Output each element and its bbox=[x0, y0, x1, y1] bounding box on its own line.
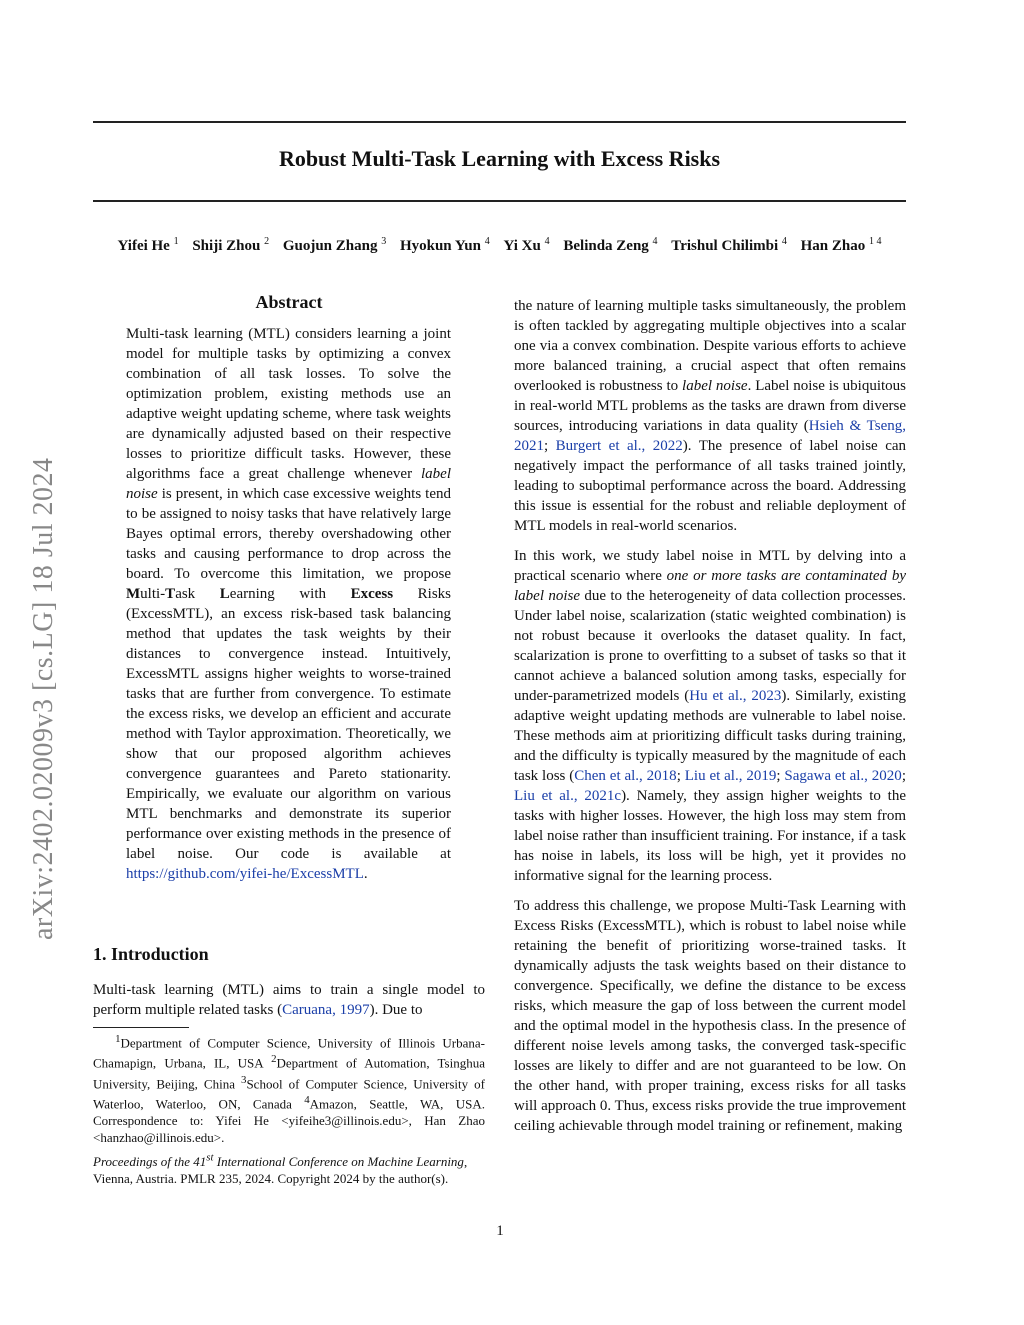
intro-paragraph: Multi-task learning (MTL) aims to train a single model to perform multiple related tasks (Caruana, 1997). Due to bbox=[93, 982, 485, 1018]
author-list bbox=[93, 236, 906, 255]
paragraph: the nature of learning multiple tasks simultaneously, the problem is often tackled by aggregating multiple objectives into a scalar one via a convex combination. Despite various efforts to achieve more balanced training, a crucial aspect that often remains overlooked is robustness to label noise. Label noise is ubiquitous in real-world MTL problems as the tasks are drawn from diverse sources, introducing variations in data quality (Hsieh & Tseng, 2021; Burgert et al., 2022). The presence of label noise can negatively impact the performance of all tasks trained jointly, leading to suboptimal performance across the board. Addressing this issue is essential for the robust and reliable deployment of MTL models in real-world scenarios. bbox=[514, 298, 907, 534]
arxiv-identifier: arXiv:2402.02009v3 [cs.LG] 18 Jul 2024 bbox=[28, 457, 59, 940]
footnote-rule bbox=[93, 1027, 189, 1028]
right-column bbox=[514, 296, 906, 1146]
citation-link[interactable]: Liu et al., 2021c bbox=[514, 788, 622, 804]
citation-link[interactable]: Sagawa et al., 2020 bbox=[784, 768, 902, 784]
author: Belinda Zeng $^4$ bbox=[563, 236, 658, 254]
abstract-heading: Abstract bbox=[255, 292, 323, 312]
paragraph: In this work, we study label noise in MTL by delving into a practical scenario where one or more tasks are contaminated by label noise due to the heterogeneity of data collection processes. Under label noise, scalarization (static weighted combination) is not robust because it overlooks the dataset quality. In fact, scalarization is prone to overfitting to a subset of tasks so that it cannot achieve a balanced solution among tasks, especially for under-parametrized models (Hu et al., 2023). Similarly, existing adaptive weight updating methods are vulnerable to label noise. These methods aim at prioritizing difficult tasks during training, and the difficulty is typically measured by the magnitude of each task loss (Chen et al., 2018; Liu et al., 2019; Sagawa et al., 2020; Liu et al., 2021c). Namely, they assign higher weights to the tasks with higher losses. However, the high loss may stem from label noise rather than insufficient training. For instance, if a task has noise in labels, its loss will be high, yet it provides no informative signal for the learning process. bbox=[514, 548, 906, 884]
citation-link[interactable]: Hu et al., 2023 bbox=[689, 688, 782, 704]
author: Trishul Chilimbi $^4$ bbox=[671, 236, 787, 254]
proceedings-note: Proceedings of the 41st International Conference on Machine Learning, Vienna, Austria. PMLR 235, 2024. Copyright 2024 by the author(s). bbox=[93, 1152, 468, 1187]
author: Han Zhao $^{1 4}$ bbox=[800, 236, 882, 254]
citation-link[interactable]: Chen et al., 2018 bbox=[574, 768, 677, 784]
citation-link[interactable]: Caruana, 1997 bbox=[282, 1002, 370, 1018]
page-number: 1 bbox=[496, 1223, 504, 1239]
code-link[interactable]: https://github.com/yifei-he/ExcessMTL bbox=[126, 866, 364, 882]
paper-title: Robust Multi-Task Learning with Excess Risks bbox=[278, 146, 721, 171]
author: Yi Xu $^4$ bbox=[503, 236, 550, 254]
author: Hyokun Yun $^4$ bbox=[399, 236, 490, 254]
citation-link[interactable]: Burgert et al., 2022 bbox=[555, 438, 683, 454]
citation-link[interactable]: Liu et al., 2019 bbox=[684, 768, 777, 784]
title-bottom-rule bbox=[93, 200, 906, 202]
section-heading-introduction: 1. Introduction bbox=[93, 944, 209, 964]
paragraph: To address this challenge, we propose Multi-Task Learning with Excess Risks (ExcessMTL), which is robust to label noise while retaining the benefit of prioritizing worse-trained tasks. It dynamically adjusts the task weights based on their distance to convergence. Specifically, we define the distance to be excess risks, which measure the gap of loss between the current model and the optimal model in the hypothesis class. In the presence of different noise levels among tasks, the converged task-specific losses are likely to differ and are not guaranteed to be low. On the other hand, with proper training, excess risks for all tasks will approach 0. Thus, excess risks provide the true improvement ceiling achievable through model training or refinement, making bbox=[514, 898, 906, 1134]
author: Guojun Zhang $^3$ bbox=[282, 236, 387, 254]
title-top-rule bbox=[93, 121, 906, 123]
citation-link[interactable]: Hsieh & Tseng, 2021 bbox=[514, 418, 906, 454]
affiliation-footnote: $^1$Department of Computer Science, University of Illinois Urbana-Chamapign, Urbana, IL, USA $^2$Department of Automation, Tsinghua University, Beijing, China $^3$School of Computer Science, University of Waterloo, Waterloo, ON, Canada $^4$Amazon, Seattle, WA, USA. Correspondence to: Yifei He <yifeihe3@illinois.edu>, Han Zhao <hanzhao@illinois.edu>. bbox=[93, 1033, 485, 1146]
abstract-body: Multi-task learning (MTL) considers learning a joint model for multiple tasks by optimizing a convex combination of all task losses. To solve the optimization problem, existing methods use an adaptive weight updating scheme, where task weights are dynamically adjusted based on their respective losses to prioritize difficult tasks. However, these algorithms face a great challenge whenever label noise is present, in which case excessive weights tend to be assigned to noisy tasks that have relatively large Bayes optimal errors, thereby overshadowing other tasks and causing performance to drop across the board. To overcome this limitation, we propose Multi-Task Learning with Excess Risks (ExcessMTL), an excess risk-based task balancing method that updates the task weights by their distances to convergence instead. Intuitively, ExcessMTL assigns higher weights to worse-trained tasks that are further from convergence. To estimate the excess risks, we develop an efficient and accurate method with Taylor approximation. Theoretically, we show that our proposed algorithm achieves convergence guarantees and Pareto stationarity. Empirically, we evaluate our algorithm on various MTL benchmarks and demonstrate its superior performance over existing methods in the presence of label noise. Our code is available at https://github.com/yifei-he/ExcessMTL. bbox=[126, 326, 451, 882]
author: Shiji Zhou $^2$ bbox=[192, 236, 270, 254]
author: Yifei He $^1$ bbox=[117, 236, 179, 254]
